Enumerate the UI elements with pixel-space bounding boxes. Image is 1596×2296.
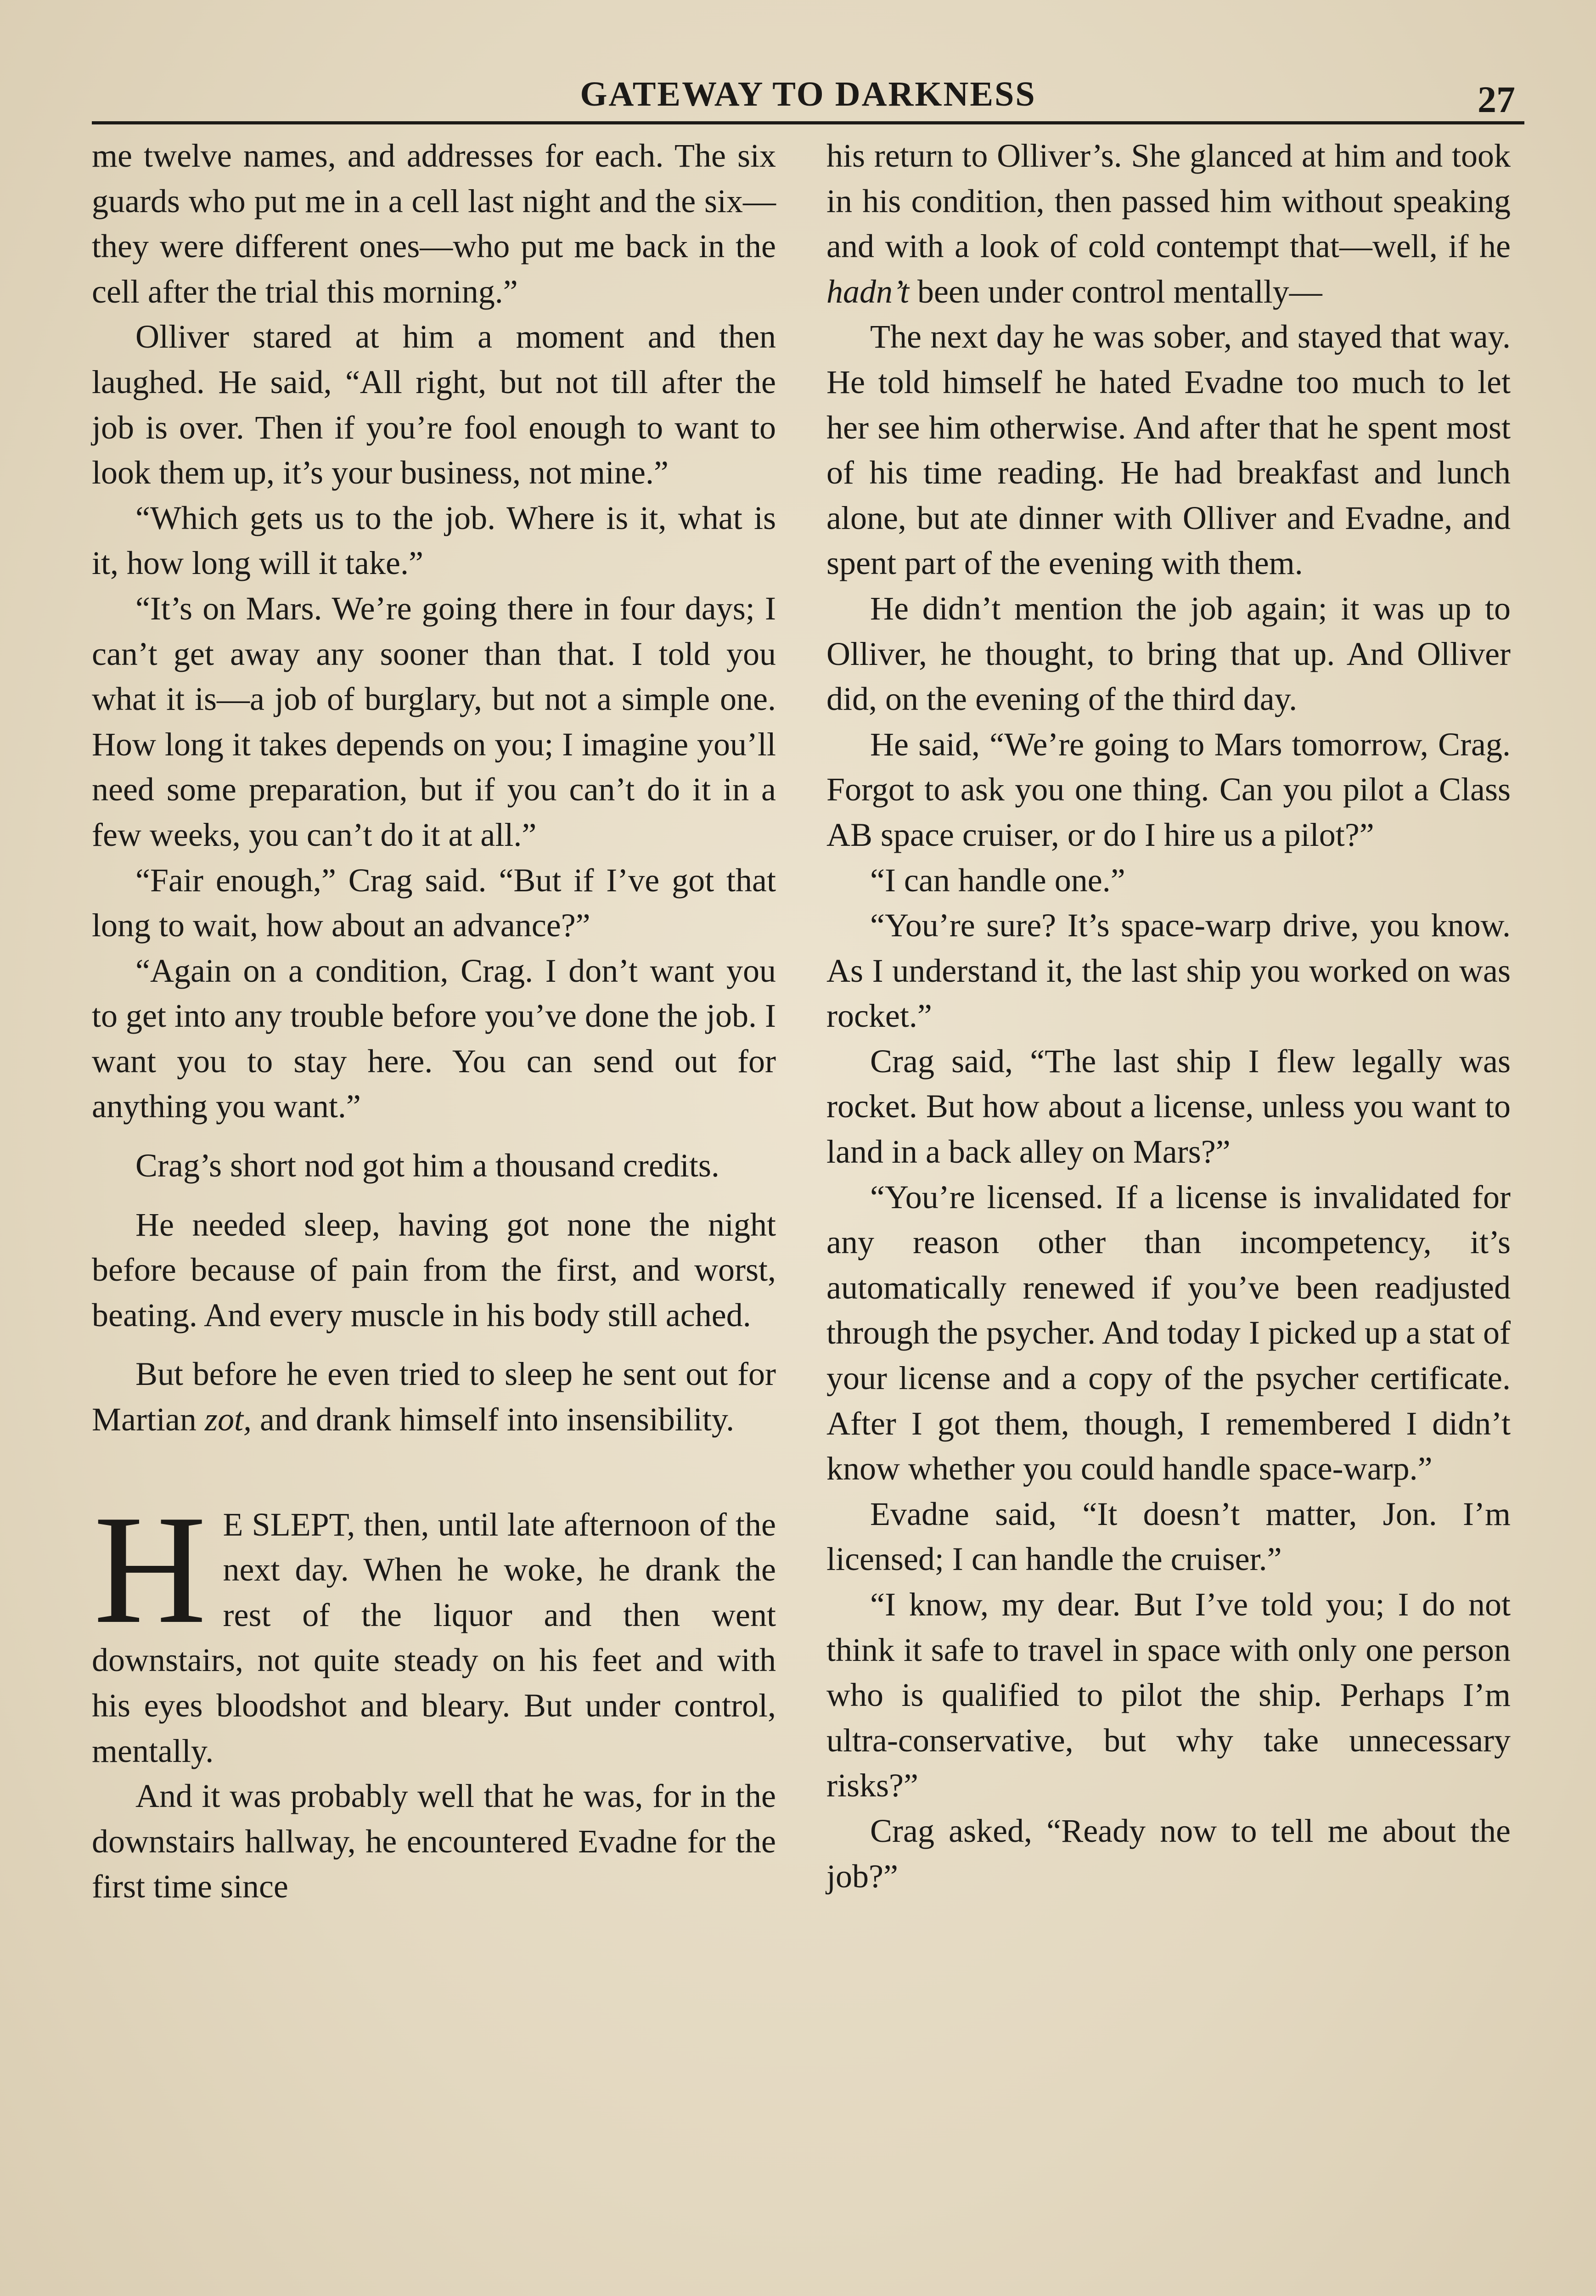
page-header <box>92 69 1524 119</box>
paragraph: Crag asked, “Ready now to tell me about the job?” <box>826 1812 1511 1895</box>
paragraph: “You’re sure? It’s space-warp drive, you know. As I understand it, the last ship you worked on was rocket.” <box>826 907 1511 1035</box>
paragraph: Evadne said, “It doesn’t matter, Jon. I’m licensed; I can handle the cruiser.” <box>826 1495 1511 1578</box>
running-title: GATEWAY TO DARKNESS <box>580 75 1036 113</box>
paragraph: “I can handle one.” <box>870 861 1125 899</box>
paragraph: “You’re licensed. If a license is invalidated for any reason other than incompetency, it’s automatically renewed if you’ve been readjusted through the psycher. And today I picked up a stat of your license and a copy of the psycher certificate. After I got them, though, I remembered I didn’t know whether you could handle space-warp.” <box>826 1178 1511 1487</box>
text-run: E SLEPT, then, until late afternoon of the next day. When he woke, he drank the rest of the liquor and then went downstairs, not quite steady on his feet and with his eyes bloodshot and bleary. But under control, mentally. <box>92 1506 776 1769</box>
paragraph: “It’s on Mars. We’re going there in four days; I can’t get away any sooner than that. I told you what it is—a job of burglary, but not a simple one. How long it takes depends on you; I imagine you’ll need some preparation, but if you can’t do it in a few weeks, you can’t do it at all.” <box>92 590 776 853</box>
paragraph: He said, “We’re going to Mars tomorrow, Crag. Forgot to ask you one thing. Can you pilot a Class AB space cruiser, or do I hire us a pilot?” <box>826 726 1511 853</box>
text-run: been under control mentally— <box>909 273 1322 310</box>
paragraph <box>92 1351 776 1442</box>
drop-cap: H <box>94 1482 207 1656</box>
paragraph: The next day he was sober, and stayed that way. He told himself he hated Evadne too much to let her see him otherwise. And after that he spent most of his time reading. He had breakfast and lunch alone, but ate dinner with Olliver and Evadne, and spent part of the evening with them. <box>826 318 1511 582</box>
italic-word: zot, <box>204 1401 252 1438</box>
section-opening-paragraph <box>92 1482 776 1774</box>
paragraph: Olliver stared at him a moment and then laughed. He said, “All right, but not till after the job is over. Then if you’re fool enough to want to look them up, it’s your business, not mine.” <box>92 318 776 491</box>
paragraph: Crag said, “The last ship I flew legally was rocket. But how about a license, unless you want to land in a back alley on Mars?” <box>826 1042 1511 1171</box>
paragraph: And it was probably well that he was, for in the downstairs hallway, he encountered Evadne for the first time since <box>92 1778 776 1905</box>
right-column <box>826 133 1511 1899</box>
text-run: But before he even tried to sleep he sent out for Martian <box>92 1356 776 1438</box>
paragraph: He needed sleep, having got none the night before because of pain from the first, and worst, beating. And every muscle in his body still ached. <box>92 1206 776 1334</box>
page-number: 27 <box>1478 79 1515 120</box>
paragraph: me twelve names, and addresses for each. The six guards who put me in a cell last night and the six—they were different ones—who put me back in the cell after the trial this morning.” <box>92 137 776 310</box>
header-rule <box>92 121 1524 124</box>
italic-word: hadn’t <box>826 273 909 310</box>
text-run: his return to Olliver’s. She glanced at him and took in his condition, then passed him without speaking and with a look of cold contempt that—well, if he <box>826 137 1511 265</box>
paragraph: “I know, my dear. But I’ve told you; I do not think it safe to travel in space with only one person who is qualified to pilot the ship. Perhaps I’m ultra-conservative, but why take unnecessary risks?” <box>826 1586 1511 1804</box>
left-column <box>92 133 776 1909</box>
paragraph: Crag’s short nod got him a thousand credits. <box>135 1147 719 1184</box>
paragraph: “Again on a condition, Crag. I don’t want you to get into any trouble before you’ve done the job. I want you to stay here. You can send out for anything you want.” <box>92 952 776 1125</box>
paragraph: “Fair enough,” Crag said. “But if I’ve got that long to wait, how about an advance?” <box>92 861 776 944</box>
text-run: and drank himself into insensibility. <box>251 1401 735 1438</box>
paragraph <box>826 133 1511 314</box>
paragraph: “Which gets us to the job. Where is it, what is it, how long will it take.” <box>92 499 776 582</box>
paragraph: He didn’t mention the job again; it was up to Olliver, he thought, to bring that up. And Olliver did, on the evening of the third day. <box>826 590 1511 718</box>
